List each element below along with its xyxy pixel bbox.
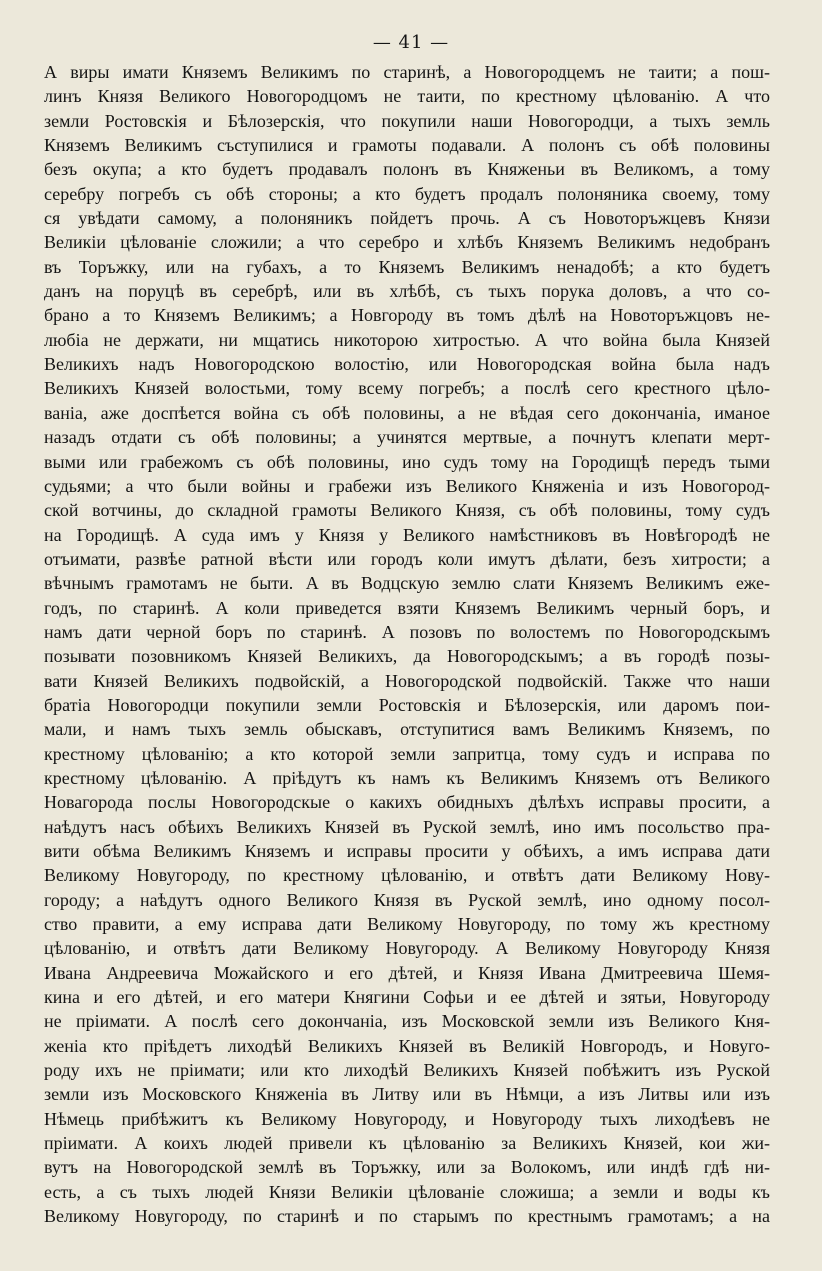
text-line: земли изъ Московского Княженіа въ Литву или въ Нѣмци, а изъ Литвы или изъ [44, 1084, 770, 1105]
page-number: — 41 — [372, 32, 450, 53]
text-line: городу; а наѣдутъ одного Великого Князя въ Руской землѣ, ино одному посол- [44, 889, 770, 910]
text-line: не пріимати. А послѣ сего докончаніа, изъ Московской земли изъ Великого Кня- [44, 1011, 770, 1032]
text-line: А виры имати Княземъ Великимъ по старинѣ, а Новогородцемъ не таити; а пош- [44, 62, 770, 82]
text-line: любіа не держати, ни мщатись никоторою хитростью. А что война была Князей [44, 329, 770, 350]
text-line: линъ Князя Великого Новогородцомъ не таити, по крестному цѣлованію. А что [44, 86, 770, 107]
text-line: Великихъ надъ Новогородскою волостію, или Новогородская война была надъ [44, 354, 770, 375]
text-line: въ Торъжку, или на губахъ, а то Княземъ Великимъ ненадобѣ; а кто будетъ [44, 256, 770, 277]
text-line: Великому Новугороду, по старинѣ и по старымъ по крестнымъ грамотамъ; а на [44, 1206, 770, 1227]
text-line: братіа Новогородци покупили земли Ростовскія и Бѣлозерскія, или даромъ пои- [44, 694, 770, 715]
text-line: наѣдутъ насъ обѣихъ Великихъ Князей въ Руской землѣ, ино имъ посольство пра- [44, 816, 770, 837]
text-line: есть, а съ тыхъ людей Князи Великіи цѣлованіе сложиша; а земли и воды къ [44, 1181, 770, 1202]
text-line: вити обѣма Великимъ Княземъ и исправы просити у обѣихъ, а имъ исправа дати [44, 841, 770, 861]
text-line: Великому Новугороду, по крестному цѣлованію, и отвѣтъ дати Великому Нову- [44, 865, 770, 886]
text-line: ство правити, а ему исправа дати Великому Новугороду, по тому жъ крестному [44, 914, 770, 935]
text-line: данъ на поруцѣ въ серебрѣ, или въ хлѣбѣ, съ тыхъ порука доловъ, а что со- [44, 281, 770, 302]
text-line: позывати позовникомъ Князей Великихъ, да Новогородскымъ; а въ городѣ позы- [44, 646, 770, 667]
text-line: выми или грабежомъ съ обѣ половины, ино судъ тому на Городищѣ передъ тыми [44, 451, 770, 472]
text-line: земли Ростовскія и Бѣлозерскія, что покупили наши Новогородци, а тыхъ земль [44, 110, 770, 131]
text-line: кина и его дѣтей, и его матери Княгини Софьи и ее дѣтей и зятьи, Новугороду [44, 987, 770, 1008]
text-line: намъ дати черной боръ по старинѣ. А позовъ по волостемъ по Новогородскымъ [44, 621, 770, 642]
text-line: вутъ на Новогородской землѣ въ Торъжку, или за Волокомъ, или индѣ гдѣ ни- [44, 1157, 770, 1178]
text-line: судьями; а что были войны и грабежи изъ Великого Княженіа и изъ Новогород- [44, 475, 770, 496]
text-line: вати Князей Великихъ подвойскій, а Новогородской подвойскій. Также что наши [44, 670, 770, 691]
text-line: пріимати. А коихъ людей привели къ цѣлованію за Великихъ Князей, кои жи- [44, 1133, 770, 1154]
text-line: годъ, по старинѣ. А коли приведется взяти Княземъ Великимъ черный боръ, и [44, 597, 770, 618]
text-line: назадъ отдати съ обѣ половины; а учинятся мертвые, а почнутъ клепати мерт- [44, 427, 770, 448]
text-line: брано а то Княземъ Великимъ; а Новгороду въ томъ дѣлѣ на Новоторъжцовъ не- [44, 305, 770, 326]
text-line: серебру погребъ съ обѣ стороны; а кто будетъ продалъ полоняника своему, тому [44, 183, 770, 204]
text-line: ся увѣдати самому, а полоняникъ пойдетъ прочь. А съ Новоторъжцевъ Князи [44, 208, 770, 229]
text-line: Нѣмець прибѣжитъ къ Великому Новугороду, и Новугороду тыхъ лиходѣевъ не [44, 1108, 770, 1129]
text-line: отъимати, развѣе ратной вѣсти или городъ коли имутъ дѣлати, безъ хитрости; а [44, 548, 770, 569]
text-line: на Городищѣ. А суда имъ у Князя у Великого намѣстниковъ въ Новѣгородѣ не [44, 524, 770, 545]
text-line: ваніа, аже доспѣется война съ обѣ половины, а не вѣдая сего докончаніа, иманое [44, 402, 770, 423]
text-line: ской вотчины, до складной грамоты Великого Князя, съ обѣ половины, тому судъ [44, 500, 770, 521]
text-line: крестному цѣлованію. А пріѣдутъ къ намъ къ Великимъ Княземъ отъ Великого [44, 767, 770, 788]
text-line: Великихъ Князей волостьми, тому всему погребъ; а послѣ сего крестного цѣло- [44, 378, 770, 399]
text-line: Ивана Андреевича Можайского и его дѣтей, и Князя Ивана Дмитреевича Шемя- [44, 962, 770, 983]
text-line: Новагорода послы Новогородскые о какихъ обидныхъ дѣлѣхъ исправы просити, а [44, 792, 770, 813]
text-line: вѣчнымъ грамотамъ не быти. А въ Водцскую землю слати Княземъ Великимъ еже- [44, 573, 770, 594]
text-line: Великіи цѣлованіе сложили; а что серебро и хлѣбъ Княземъ Великимъ недобранъ [44, 232, 770, 253]
text-line: женіа кто пріѣдетъ лиходѣй Великихъ Князей въ Великій Новгородъ, и Новуго- [44, 1035, 770, 1056]
text-line: роду ихъ не пріимати; или кто лиходѣй Великихъ Князей побѣжитъ изъ Руской [44, 1060, 770, 1081]
text-line: безъ окупа; а кто будетъ продавалъ полонъ въ Княженьи въ Великомъ, а тому [44, 159, 770, 180]
text-line: Княземъ Великимъ съступилися и грамоты подавали. А полонъ съ обѣ половины [44, 135, 770, 156]
body-text [44, 60, 770, 1229]
text-line: мали, и намъ тыхъ земль обыскавъ, отступитися вамъ Великимъ Княземъ, по [44, 719, 770, 740]
text-line: крестному цѣлованію; а кто которой земли запритца, тому судъ и исправа по [44, 743, 770, 764]
text-line: цѣлованію, и отвѣтъ дати Великому Новугороду. А Великому Новугороду Князя [44, 938, 770, 959]
